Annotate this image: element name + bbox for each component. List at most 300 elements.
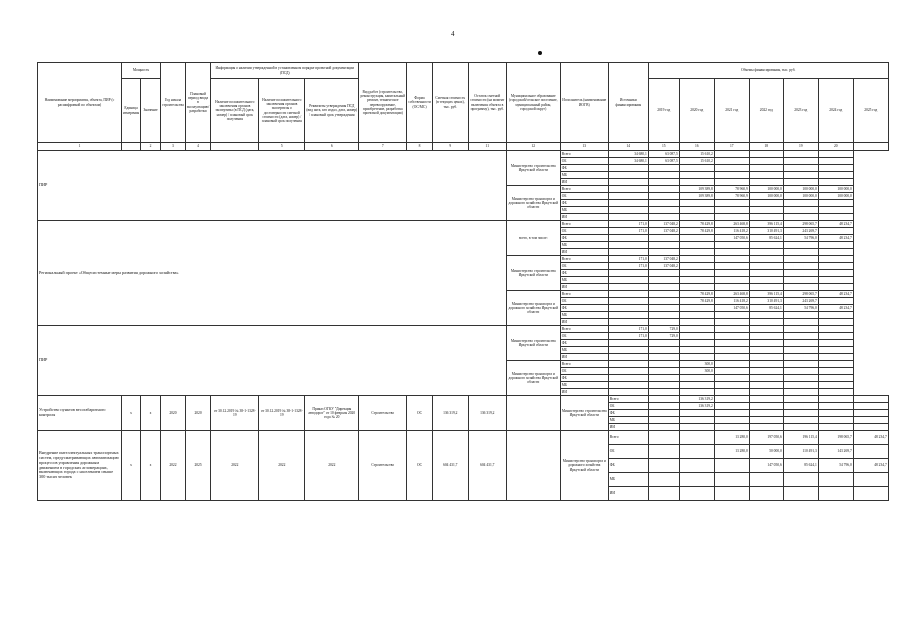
- source-label: ФБ: [560, 165, 608, 172]
- funding-value: [648, 354, 679, 361]
- funding-value: [648, 291, 679, 298]
- source-label: МБ: [560, 382, 608, 389]
- funding-value: [648, 235, 679, 242]
- funding-value: [714, 347, 749, 354]
- funding-value: [853, 487, 888, 501]
- funding-value: [749, 473, 783, 487]
- source-label: Всего: [608, 431, 648, 445]
- funding-value: [648, 487, 679, 501]
- funding-value: [714, 396, 749, 403]
- source-label: ИИ: [560, 389, 608, 396]
- funding-value: [648, 382, 679, 389]
- funding-value: [714, 151, 749, 158]
- funding-value: 100 000,0: [749, 193, 783, 200]
- object-plan: 2020: [185, 396, 211, 431]
- source-label: ОБ: [560, 333, 608, 340]
- funding-value: [749, 382, 783, 389]
- funding-value: [818, 487, 853, 501]
- funding-value: [749, 256, 783, 263]
- source-label: ИИ: [560, 319, 608, 326]
- funding-value: 63 087,5: [648, 151, 679, 158]
- funding-value: [648, 179, 679, 186]
- executor-road: Министерство транспорта и дорожного хозяйства Иркутской области: [560, 431, 608, 501]
- column-number: 7: [359, 143, 407, 151]
- funding-value: [648, 193, 679, 200]
- funding-value: [679, 270, 714, 277]
- source-label: ФБ: [560, 235, 608, 242]
- funding-value: [818, 151, 853, 158]
- funding-value: 137 048,2: [648, 221, 679, 228]
- funding-value: [608, 200, 648, 207]
- funding-value: 48 234,7: [818, 221, 853, 228]
- funding-value: [783, 347, 818, 354]
- funding-value: [648, 403, 679, 410]
- funding-value: [818, 256, 853, 263]
- column-number: 12: [506, 143, 560, 151]
- funding-value: 171,0: [608, 228, 648, 235]
- funding-value: [648, 340, 679, 347]
- funding-value: [818, 298, 853, 305]
- funding-value: [818, 389, 853, 396]
- weight-control-row: [38, 396, 889, 403]
- funding-value: 78 429,8: [679, 228, 714, 235]
- funding-value: [783, 487, 818, 501]
- funding-value: [648, 270, 679, 277]
- funding-value: 143 269,7: [818, 445, 853, 459]
- pir1-build-row: [38, 151, 889, 158]
- funding-value: [783, 172, 818, 179]
- column-number: 5: [259, 143, 305, 151]
- funding-value: 63 087,5: [648, 158, 679, 165]
- funding-value: 147 050,6: [714, 305, 749, 312]
- funding-value: [648, 284, 679, 291]
- funding-value: [608, 354, 648, 361]
- source-label: ФБ: [560, 340, 608, 347]
- funding-value: [783, 410, 818, 417]
- column-number: 14: [608, 143, 648, 151]
- funding-value: [749, 284, 783, 291]
- funding-value: [714, 277, 749, 284]
- executor-build: Министерство строительства Иркутской области: [506, 151, 560, 186]
- funding-value: 243 269,7: [783, 298, 818, 305]
- funding-value: [714, 459, 749, 473]
- funding-value: [818, 158, 853, 165]
- source-label: ИИ: [560, 214, 608, 221]
- object-approval: Приказ ОГКУ "Дирекция автодорог" от 10 февраля 2020 года № 20: [305, 396, 359, 431]
- object-value: x: [141, 431, 161, 501]
- funding-value: [818, 333, 853, 340]
- funding-value: [679, 445, 714, 459]
- funding-value: [749, 417, 783, 424]
- funding-value: [648, 186, 679, 193]
- source-label: Всего: [560, 221, 608, 228]
- funding-value: 100 000,0: [749, 186, 783, 193]
- funding-value: [679, 200, 714, 207]
- funding-value: [818, 354, 853, 361]
- funding-value: [749, 333, 783, 340]
- object-rem: 604 431,7: [468, 431, 506, 501]
- funding-value: [853, 417, 888, 424]
- funding-value: [608, 165, 648, 172]
- funding-value: [749, 375, 783, 382]
- funding-value: [648, 305, 679, 312]
- source-label: ФБ: [608, 410, 648, 417]
- funding-value: [679, 207, 714, 214]
- funding-value: [679, 459, 714, 473]
- funding-value: [749, 214, 783, 221]
- funding-value: 310 491,3: [749, 228, 783, 235]
- column-numbers-row: [38, 143, 889, 151]
- funding-value: 15 610,2: [679, 158, 714, 165]
- funding-value: [608, 319, 648, 326]
- pir2-build-row: [38, 326, 889, 333]
- funding-value: [608, 305, 648, 312]
- header-year: 2022 год: [749, 79, 783, 143]
- funding-value: 310 491,3: [749, 298, 783, 305]
- funding-value: [783, 207, 818, 214]
- funding-value: [648, 277, 679, 284]
- funding-value: [648, 207, 679, 214]
- funding-value: [714, 158, 749, 165]
- funding-value: [853, 396, 888, 403]
- funding-value: [818, 382, 853, 389]
- header-row-1: [38, 63, 889, 79]
- funding-value: [818, 242, 853, 249]
- funding-value: [648, 200, 679, 207]
- funding-value: 729,0: [648, 333, 679, 340]
- funding-value: 48 234,7: [818, 305, 853, 312]
- funding-value: 300,0: [679, 368, 714, 375]
- funding-value: [749, 389, 783, 396]
- funding-value: [679, 487, 714, 501]
- funding-value: [749, 396, 783, 403]
- funding-value: [714, 368, 749, 375]
- funding-value: [714, 417, 749, 424]
- funding-value: 100 000,0: [818, 186, 853, 193]
- funding-value: [608, 249, 648, 256]
- funding-value: 54 796,0: [818, 459, 853, 473]
- header-expertise: Наличие положительного заключения органов экспертизы (в ПСД (дата, номер) / плановый срок получения: [211, 79, 259, 143]
- funding-value: [714, 389, 749, 396]
- funding-value: [749, 249, 783, 256]
- source-label: ИИ: [560, 354, 608, 361]
- funding-value: [818, 207, 853, 214]
- funding-value: 263 468,8: [714, 291, 749, 298]
- funding-value: 171,0: [608, 333, 648, 340]
- source-label: ИИ: [560, 249, 608, 256]
- header-approval: Реквизиты утверждения ПСД (вид акта, кто издал, дата, номер) / плановый срок утверждения: [305, 79, 359, 143]
- funding-value: 78 960,9: [714, 186, 749, 193]
- funding-value: [749, 312, 783, 319]
- funding-value: [783, 396, 818, 403]
- funding-value: [714, 410, 749, 417]
- funding-value: [783, 361, 818, 368]
- header-plan-period: Плановый период ввода в эксплуатацию/разработки: [185, 63, 211, 143]
- funding-value: [783, 158, 818, 165]
- funding-value: [714, 319, 749, 326]
- funding-value: [648, 242, 679, 249]
- source-label: МБ: [560, 312, 608, 319]
- funding-value: [714, 284, 749, 291]
- funding-value: [714, 200, 749, 207]
- funding-value: [608, 179, 648, 186]
- funding-value: [679, 242, 714, 249]
- funding-value: [818, 319, 853, 326]
- funding-value: [608, 277, 648, 284]
- funding-value: [648, 445, 679, 459]
- funding-value: 78 429,8: [679, 298, 714, 305]
- funding-value: 136 319,2: [679, 396, 714, 403]
- funding-value: [714, 340, 749, 347]
- column-number: 4: [185, 143, 211, 151]
- funding-value: [783, 382, 818, 389]
- funding-value: [679, 347, 714, 354]
- funding-value: [608, 242, 648, 249]
- funding-value: [679, 305, 714, 312]
- funding-value: [714, 424, 749, 431]
- funding-value: [714, 256, 749, 263]
- funding-value: [608, 375, 648, 382]
- funding-value: 85 624,1: [783, 459, 818, 473]
- funding-value: [853, 445, 888, 459]
- object-est: 136 319,2: [432, 396, 468, 431]
- funding-value: [608, 347, 648, 354]
- column-number: 9: [432, 143, 468, 151]
- funding-value: [818, 473, 853, 487]
- executor-road: Министерство транспорта и дорожного хозяйства Иркутской области: [506, 291, 560, 326]
- funding-value: 13 280,0: [714, 431, 749, 445]
- funding-value: [783, 424, 818, 431]
- funding-value: 396 115,4: [749, 221, 783, 228]
- funding-value: [783, 256, 818, 263]
- source-label: Всего: [560, 151, 608, 158]
- funding-value: [608, 312, 648, 319]
- funding-value: [608, 361, 648, 368]
- column-number: 13: [560, 143, 608, 151]
- funding-value: [608, 291, 648, 298]
- source-label: МБ: [608, 473, 648, 487]
- funding-value: [608, 382, 648, 389]
- funding-value: [679, 375, 714, 382]
- funding-value: [648, 431, 679, 445]
- funding-value: [749, 487, 783, 501]
- source-label: ОБ: [560, 263, 608, 270]
- section-regional-project: Региональный проект «Общесистемные меры развития дорожного хозяйства»: [38, 221, 507, 326]
- funding-value: [608, 172, 648, 179]
- funding-value: 85 624,1: [749, 305, 783, 312]
- funding-value: [818, 270, 853, 277]
- source-label: МБ: [560, 242, 608, 249]
- funding-value: [818, 368, 853, 375]
- funding-value: [608, 270, 648, 277]
- funding-value: [853, 473, 888, 487]
- source-label: ИИ: [560, 284, 608, 291]
- funding-value: [818, 396, 853, 403]
- funding-value: [749, 207, 783, 214]
- header-value: Значение: [141, 79, 161, 143]
- header-estimate: Сметная стоимость (в текущих ценах), тыс. руб.: [432, 63, 468, 143]
- funding-value: [818, 410, 853, 417]
- object-rem: 136 319,2: [468, 396, 506, 431]
- object-cost: 2022: [259, 431, 305, 501]
- header-ownership: Форма собственности (ОС/МС): [407, 63, 432, 143]
- funding-value: [783, 319, 818, 326]
- funding-value: [714, 361, 749, 368]
- funding-value: [783, 473, 818, 487]
- executor-build: Министерство строительства Иркутской области: [560, 396, 608, 431]
- column-number: [211, 143, 259, 151]
- funding-value: [648, 249, 679, 256]
- header-funding: Объемы финансирования, тыс. руб.: [648, 63, 888, 79]
- executor-build: Министерство строительства Иркутской области: [506, 326, 560, 361]
- funding-value: 50 000,0: [749, 445, 783, 459]
- funding-value: 298 065,7: [783, 291, 818, 298]
- column-number: 19: [783, 143, 818, 151]
- source-label: Всего: [560, 361, 608, 368]
- funding-value: 34 680,1: [608, 158, 648, 165]
- funding-value: [783, 270, 818, 277]
- funding-value: [679, 235, 714, 242]
- funding-value: 263 468,8: [714, 221, 749, 228]
- source-label: ФБ: [608, 459, 648, 473]
- source-label: МБ: [560, 347, 608, 354]
- funding-value: [714, 312, 749, 319]
- funding-value: [648, 312, 679, 319]
- object-start: 2022: [161, 431, 186, 501]
- funding-value: 48 234,7: [818, 235, 853, 242]
- funding-value: [608, 389, 648, 396]
- column-number: 2: [141, 143, 161, 151]
- funding-value: [783, 277, 818, 284]
- column-number: 8: [407, 143, 432, 151]
- funding-value: [818, 424, 853, 431]
- funding-value: [608, 340, 648, 347]
- funding-value: 729,0: [648, 326, 679, 333]
- object-work: Строительство: [359, 396, 407, 431]
- funding-value: 48 234,7: [853, 459, 888, 473]
- funding-value: [714, 487, 749, 501]
- funding-value: [818, 312, 853, 319]
- header-remaining: Остаток сметной стоимости (на момент включения объекта в программу), тыс. руб.: [468, 63, 506, 143]
- funding-value: [749, 326, 783, 333]
- funding-value: [648, 459, 679, 473]
- funding-value: [783, 165, 818, 172]
- funding-value: [749, 361, 783, 368]
- column-number: 18: [749, 143, 783, 151]
- funding-value: [648, 172, 679, 179]
- header-year: 2025 год: [853, 79, 888, 143]
- its-row: [38, 431, 889, 445]
- page-mark: 4: [451, 30, 455, 38]
- source-label: ОБ: [560, 298, 608, 305]
- funding-value: [714, 354, 749, 361]
- funding-value: [648, 165, 679, 172]
- funding-value: [714, 375, 749, 382]
- funding-table: [37, 62, 889, 501]
- funding-value: 116 418,2: [714, 298, 749, 305]
- source-label: МБ: [560, 172, 608, 179]
- funding-value: [648, 473, 679, 487]
- object-unit: x: [122, 431, 141, 501]
- funding-value: [818, 375, 853, 382]
- funding-value: [714, 473, 749, 487]
- funding-value: [608, 186, 648, 193]
- funding-value: [783, 151, 818, 158]
- funding-value: [749, 172, 783, 179]
- funding-value: [749, 179, 783, 186]
- funding-value: 110 491,3: [783, 445, 818, 459]
- funding-value: [714, 382, 749, 389]
- funding-value: 171,0: [608, 263, 648, 270]
- funding-value: [749, 277, 783, 284]
- header-cost-check: Наличие положительного заключения органов экспертизы о достоверности сметной стоимости (дата, номер) / плановый срок получения: [259, 79, 305, 143]
- funding-value: [749, 263, 783, 270]
- funding-value: [648, 396, 679, 403]
- funding-value: [679, 249, 714, 256]
- funding-value: 109 389,8: [679, 193, 714, 200]
- section-pir-1: ПИР: [38, 151, 507, 221]
- source-label: МБ: [608, 417, 648, 424]
- header-municipality: Муниципальное образование (городской/сельское поселение, муниципальный район, городской округ): [506, 63, 560, 143]
- object-approval: 2022: [305, 431, 359, 501]
- funding-value: [783, 368, 818, 375]
- source-label: ФБ: [560, 375, 608, 382]
- funding-value: [648, 424, 679, 431]
- funding-value: [818, 228, 853, 235]
- column-number: 3: [161, 143, 186, 151]
- funding-value: [714, 333, 749, 340]
- source-label: ОБ: [560, 193, 608, 200]
- object-unit: x: [122, 396, 141, 431]
- funding-value: [749, 165, 783, 172]
- funding-value: 54 796,0: [783, 305, 818, 312]
- funding-value: [714, 403, 749, 410]
- header-year: 2021 год: [714, 79, 749, 143]
- column-number: 1: [38, 143, 122, 151]
- funding-value: [679, 179, 714, 186]
- source-label: ОБ: [560, 158, 608, 165]
- funding-value: [608, 298, 648, 305]
- funding-value: [749, 151, 783, 158]
- funding-value: [679, 431, 714, 445]
- funding-value: [648, 298, 679, 305]
- funding-value: 100 000,0: [783, 186, 818, 193]
- funding-value: [783, 179, 818, 186]
- funding-value: [783, 326, 818, 333]
- executor-road: Министерство транспорта и дорожного хозяйства Иркутской области: [506, 361, 560, 396]
- object-name: Внедрение интеллектуальных транспортных систем, предусматривающих автоматизацию процессов управления дорожным движением в городских агломерациях, включающих города с населением свыше 300 тысяч человек: [38, 431, 122, 501]
- funding-value: [648, 347, 679, 354]
- funding-value: [853, 424, 888, 431]
- funding-value: [749, 424, 783, 431]
- funding-value: 198 065,7: [818, 431, 853, 445]
- funding-value: [749, 242, 783, 249]
- executor-including: всего, в том числе:: [506, 221, 560, 256]
- column-number: 15: [648, 143, 679, 151]
- header-year: 2019 год: [648, 79, 679, 143]
- funding-value: 147 050,6: [749, 459, 783, 473]
- funding-value: [714, 179, 749, 186]
- funding-value: [679, 214, 714, 221]
- funding-value: [783, 389, 818, 396]
- source-label: Всего: [560, 326, 608, 333]
- object-start: 2020: [161, 396, 186, 431]
- funding-value: [853, 403, 888, 410]
- funding-value: [749, 270, 783, 277]
- funding-value: [818, 340, 853, 347]
- header-executor: Исполнитель (наименование ИОГВ): [560, 63, 608, 143]
- funding-value: [749, 403, 783, 410]
